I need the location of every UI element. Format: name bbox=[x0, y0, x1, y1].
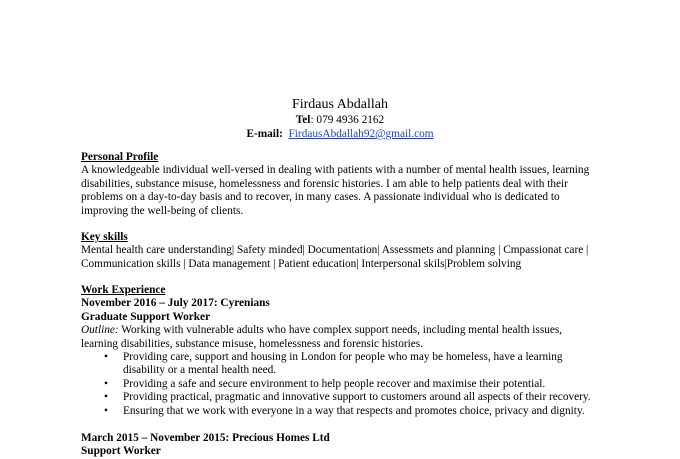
list-item-text: Providing care, support and housing in London for people who may be homeless, have a learning disability or a mental health need. bbox=[123, 351, 563, 377]
personal-profile-text: A knowledgeable individual well-versed in dealing with patients with a number of mental health issues, learning disabilities, substance misuse, homelessness and forensic histories. I am able to help patients deal with their problems on a day-to-day basis and to recover, in many cases. A passionate individual who is dedicated to improving the well-being of clients. bbox=[81, 164, 590, 217]
job-duties-list bbox=[81, 351, 601, 418]
list-item-text: Providing practical, pragmatic and innovative support to customers around all aspects of their recovery. bbox=[123, 391, 591, 404]
tel-value: : 079 4936 2162 bbox=[310, 114, 385, 126]
bullet-icon: • bbox=[104, 377, 108, 390]
key-skills-text: Mental health care understanding| Safety minded| Documentation| Assessmets and planning | Cmpassionat care | Communication skills | Data management | Patient education| Interpersonal skils|Problem solving bbox=[81, 244, 589, 270]
list-item-text: Ensuring that we work with everyone in a way that respects and promotes choice, privacy and dignity. bbox=[123, 404, 585, 417]
list-item bbox=[104, 351, 601, 378]
bullet-icon: • bbox=[104, 404, 108, 417]
job-outline bbox=[81, 324, 601, 351]
job-period: March 2015 – November 2015: Precious Homes Ltd bbox=[81, 432, 330, 444]
work-experience-section bbox=[81, 284, 601, 418]
list-item-text: Providing a safe and secure environment to help people recover and maximise their potential. bbox=[123, 377, 546, 390]
email-line bbox=[0, 127, 680, 141]
key-skills-heading: Key skills bbox=[81, 231, 128, 243]
work-experience-heading: Work Experience bbox=[81, 284, 166, 296]
list-item bbox=[104, 404, 601, 418]
personal-profile-heading: Personal Profile bbox=[81, 151, 159, 163]
candidate-name: Firdaus Abdallah bbox=[291, 97, 389, 112]
key-skills-section bbox=[81, 231, 601, 271]
job-title: Support Worker bbox=[81, 445, 161, 458]
phone-line bbox=[0, 113, 680, 127]
outline-label: Outline: bbox=[81, 324, 119, 337]
job-period: November 2016 – July 2017: Cyrenians bbox=[81, 297, 270, 310]
email-label: E-mail: bbox=[246, 128, 283, 140]
email-link[interactable]: FirdausAbdallah92@gmail.com bbox=[288, 128, 434, 140]
tel-label: Tel bbox=[295, 114, 311, 126]
resume-header bbox=[0, 96, 680, 141]
list-item bbox=[104, 377, 601, 391]
list-item bbox=[104, 391, 601, 404]
bullet-icon: • bbox=[104, 351, 108, 364]
job-title: Graduate Support Worker bbox=[81, 310, 211, 323]
second-job-section bbox=[81, 432, 601, 459]
outline-text: Working with vulnerable adults who have complex support needs, including mental health issues, learning disabilities, substance misuse, homelessness and forensic histories. bbox=[81, 324, 563, 350]
bullet-icon: • bbox=[104, 391, 108, 404]
personal-profile-section bbox=[81, 151, 601, 218]
